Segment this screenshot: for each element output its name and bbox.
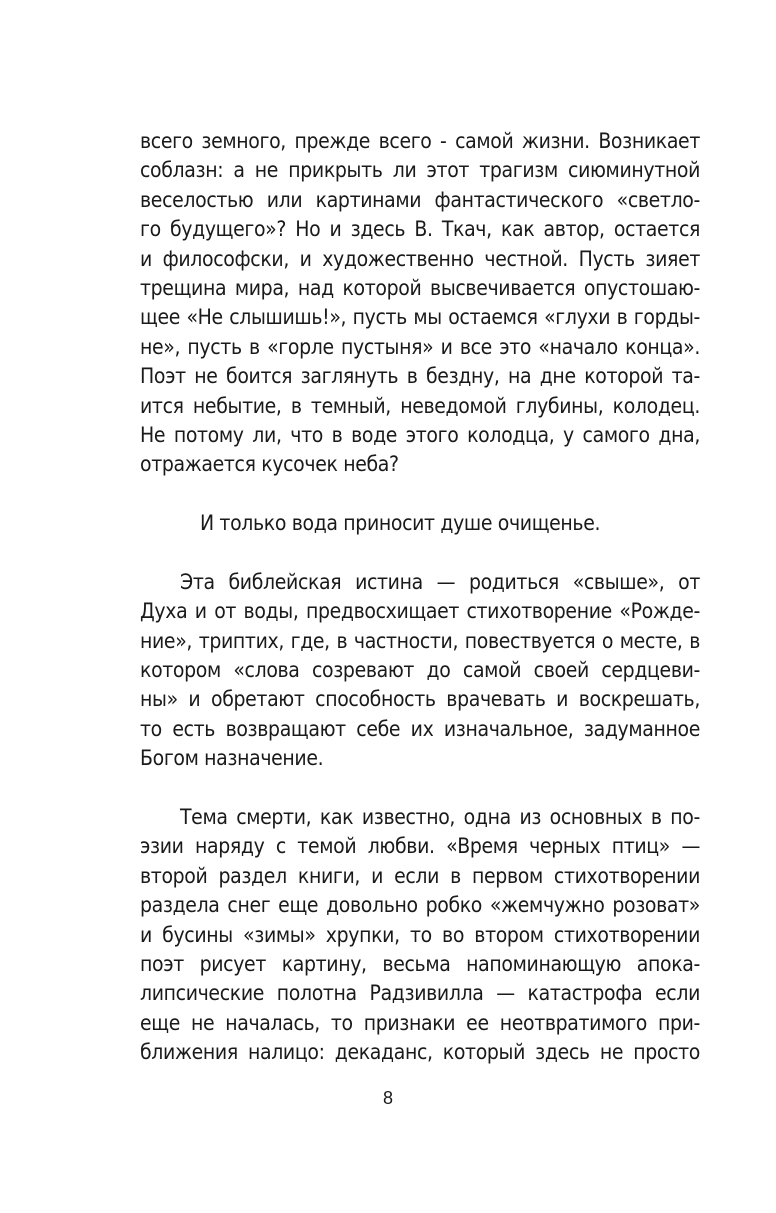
page-number: 8: [382, 1088, 393, 1108]
text-line: не», пусть в «горле пустыня» и все это «начало конца».: [140, 334, 700, 359]
text-line: еще не началась, то признаки ее неотвратимого при-: [140, 1010, 700, 1035]
text-line: всего земного, прежде всего - самой жизни. Возникает: [140, 129, 700, 153]
verse-quote: [140, 509, 700, 538]
text-line: трещина мира, над которой высвечивается опустошаю-: [140, 275, 700, 300]
text-line: ближения налицо: декаданс, который здесь не просто: [140, 1040, 700, 1065]
text-line: го будущего»? Но и здесь В. Ткач, как автор, остается: [140, 217, 700, 242]
text-line: ится небытие, в темный, неведомой глубины, колодец.: [140, 393, 700, 418]
text-line: второй раздел книги, и если в первом стихотворении: [140, 863, 700, 888]
page-body: [140, 127, 700, 1068]
text-line: щее «Не слышишь!», пусть мы остаемся «глухи в горды-: [140, 305, 700, 330]
text-line: Тема смерти, как известно, одна из основных в по-: [180, 804, 700, 829]
paragraph-gap: [140, 774, 700, 803]
text-line: раздела снег еще довольно робко «жемчужно розоват»: [140, 893, 700, 918]
paragraph-gap: [140, 480, 700, 509]
text-line: котором «слова созревают до самой своей сердцеви-: [140, 658, 700, 683]
text-line: и философски, и художественно честной. Пусть зияет: [140, 246, 700, 271]
text-line: Не потому ли, что в воде этого колодца, у самого дна,: [140, 422, 700, 447]
text-line: Эта библейская истина — родиться «свыше», от: [180, 569, 700, 594]
text-line: ны» и обретают способность врачевать и воскрешать,: [140, 687, 700, 712]
text-line: липсические полотна Радзивилла — катастрофа если: [140, 981, 700, 1006]
text-line: отражается кусочек неба?: [140, 452, 399, 477]
text-line: ние», триптих, где, в частности, повествуется о месте, в: [140, 628, 700, 653]
text-line: веселостью или картинами фантастического «светло-: [140, 187, 700, 212]
text-line: Поэт не боится заглянуть в бездну, на дне которой та-: [140, 364, 700, 389]
text-line: Богом назначение.: [140, 746, 324, 771]
text-line: Духа и от воды, предвосхищает стихотворение «Рожде-: [140, 599, 700, 624]
verse-line: И только вода приносит душе очищенье.: [200, 511, 601, 536]
paragraph-rebirth: [140, 568, 700, 774]
paragraph-gap: [140, 538, 700, 567]
paragraph-death-theme: [140, 803, 700, 1068]
text-line: соблазн: а не прикрыть ли этот трагизм сиюминутной: [140, 158, 700, 183]
text-line: и бусины «зимы» хрупки, то во втором стихотворении: [140, 922, 700, 947]
paragraph-continuation: [140, 127, 700, 480]
text-line: эзии наряду с темой любви. «Время черных птиц» —: [140, 834, 700, 859]
text-line: поэт рисует картину, весьма напоминающую апока-: [140, 951, 700, 976]
text-line: то есть возвращают себе их изначальное, задуманное: [140, 716, 700, 741]
